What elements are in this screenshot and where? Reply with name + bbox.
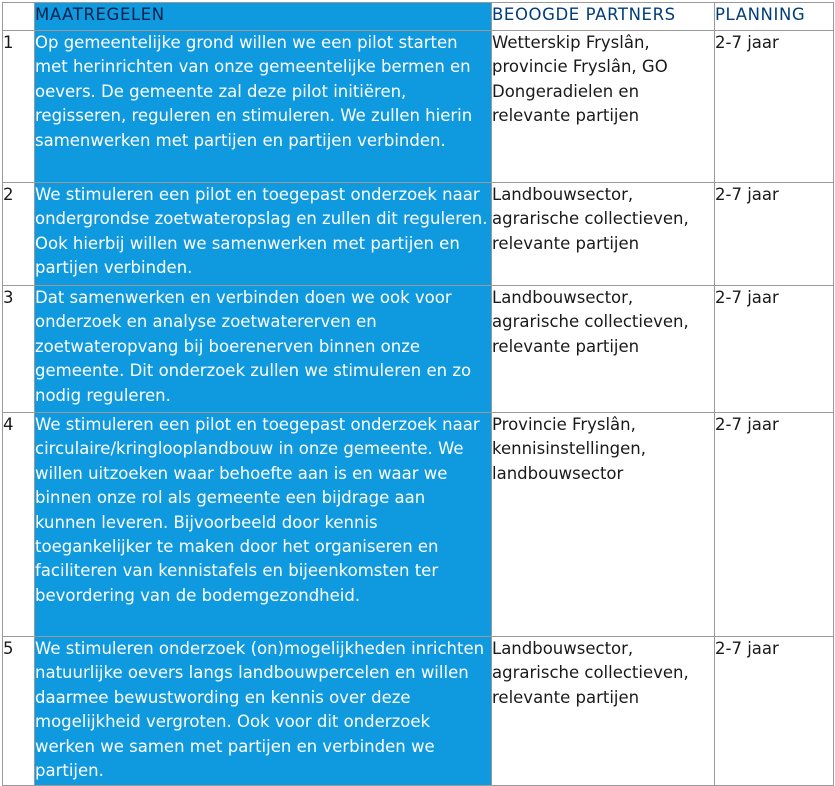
partners-cell: Provincie Fryslân, kennisinstellingen, landbouwsector bbox=[492, 413, 715, 637]
row-number: 4 bbox=[3, 413, 35, 637]
row-number: 2 bbox=[3, 183, 35, 286]
planning-cell: 2-7 jaar bbox=[715, 413, 834, 637]
planning-cell: 2-7 jaar bbox=[715, 286, 834, 413]
planning-cell: 2-7 jaar bbox=[715, 183, 834, 286]
table-row bbox=[3, 286, 834, 413]
row-number: 5 bbox=[3, 637, 35, 786]
measure-cell: We stimuleren onderzoek (on)mogelijkheden inrichten natuurlijke oevers langs landbouwpercelen en willen daarmee bewustwording en kennis over deze mogelijkheid vergroten. Ook voor dit onderzoek werken we samen met partijen en verbinden we partijen. bbox=[35, 637, 492, 786]
partners-cell: Wetterskip Fryslân, provincie Fryslân, GO Dongeradielen en relevante partijen bbox=[492, 31, 715, 183]
measure-cell: We stimuleren een pilot en toegepast onderzoek naar circulaire/kringlooplandbouw in onze gemeente. We willen uitzoeken waar behoefte aan is en waar we binnen onze rol als gemeente een bijdrage aan kunnen leveren. Bijvoorbeeld door kennis toegankelijker te maken door het organiseren en faciliteren van kennistafels en bijeenkomsten ter bevordering van de bodemgezondheid. bbox=[35, 413, 492, 637]
measure-cell: Op gemeentelijke grond willen we een pilot starten met herinrichten van onze gemeentelijke bermen en oevers. De gemeente zal deze pilot initiëren, regisseren, reguleren en stimuleren. We zullen hierin samenwerken met partijen en partijen verbinden. bbox=[35, 31, 492, 183]
row-number: 3 bbox=[3, 286, 35, 413]
measure-cell: Dat samenwerken en verbinden doen we ook voor onderzoek en analyse zoetwatererven en zoetwateropvang bij boerenerven binnen onze gemeente. Dit onderzoek zullen we stimuleren en zo nodig reguleren. bbox=[35, 286, 492, 413]
planning-cell: 2-7 jaar bbox=[715, 31, 834, 183]
table-row bbox=[3, 183, 834, 286]
header-planning: PLANNING bbox=[715, 3, 834, 31]
partners-cell: Landbouwsector, agrarische collectieven, relevante partijen bbox=[492, 286, 715, 413]
measures-table bbox=[2, 2, 834, 786]
table-row bbox=[3, 413, 834, 637]
measure-cell: We stimuleren een pilot en toegepast onderzoek naar ondergrondse zoetwateropslag en zullen dit reguleren. Ook hierbij willen we samenwerken met partijen en partijen verbinden. bbox=[35, 183, 492, 286]
header-row bbox=[3, 3, 834, 31]
table-row bbox=[3, 31, 834, 183]
partners-cell: Landbouwsector, agrarische collectieven, relevante partijen bbox=[492, 183, 715, 286]
row-number: 1 bbox=[3, 31, 35, 183]
header-number bbox=[3, 3, 35, 31]
partners-cell: Landbouwsector, agrarische collectieven, relevante partijen bbox=[492, 637, 715, 786]
header-measures: MAATREGELEN bbox=[35, 3, 492, 31]
planning-cell: 2-7 jaar bbox=[715, 637, 834, 786]
table-row bbox=[3, 637, 834, 786]
header-partners: BEOOGDE PARTNERS bbox=[492, 3, 715, 31]
